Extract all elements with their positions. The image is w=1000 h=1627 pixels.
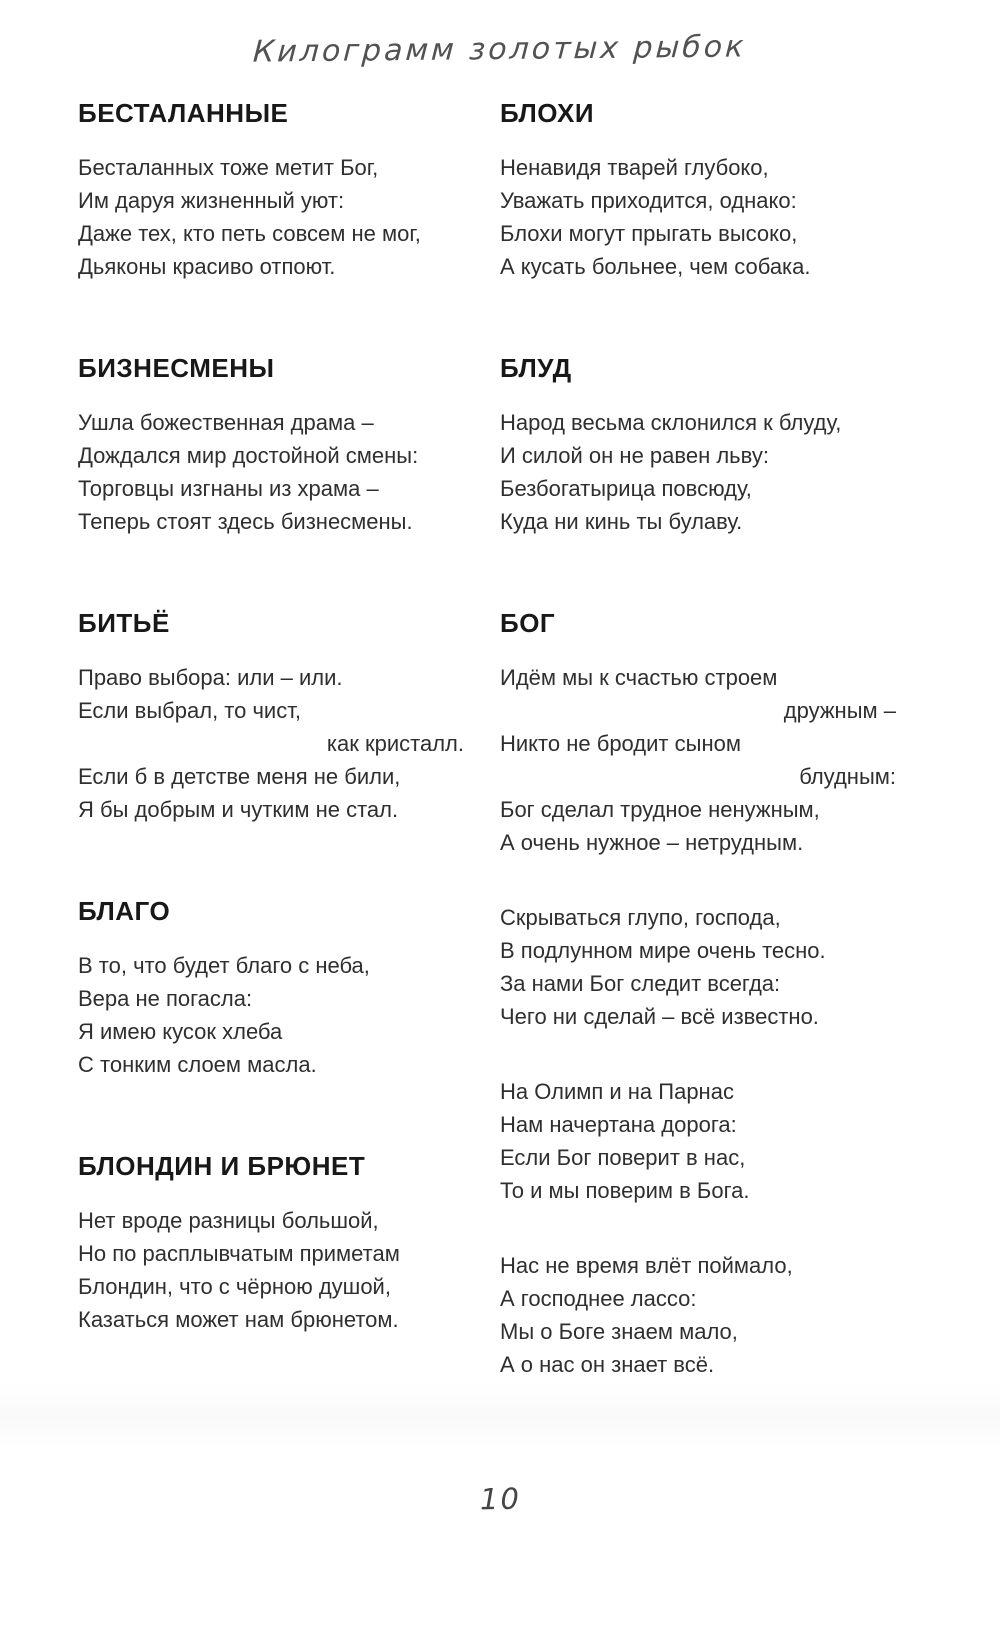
poem-line: Ненавидя тварей глубоко,: [500, 155, 769, 180]
poem-line: В подлунном мире очень тесно.: [500, 938, 826, 963]
poem-stanza: [78, 949, 468, 1081]
poem-line: Казаться может нам брюнетом.: [78, 1307, 399, 1332]
poem-title: БЛАГО: [78, 896, 171, 926]
poem-line: блудным:: [799, 764, 896, 789]
poem-title: БЛОНДИН И БРЮНЕТ: [78, 1151, 366, 1181]
poem-stanza: [78, 406, 468, 538]
poem-line: Блохи могут прыгать высоко,: [500, 221, 798, 246]
poem-title: БЛУД: [500, 353, 572, 383]
poem-line: Я имею кусок хлеба: [78, 1019, 283, 1044]
poem-stanza: [78, 151, 468, 283]
poem-line: Куда ни кинь ты булаву.: [500, 509, 743, 534]
poem-stanza: [500, 406, 900, 538]
poem-line: Бог сделал трудное ненужным,: [500, 797, 820, 822]
poem: [78, 355, 468, 538]
poem-line: Мы о Боге знаем мало,: [500, 1319, 738, 1344]
poem-line: Скрываться глупо, господа,: [500, 905, 781, 930]
poem-line: Нет вроде разницы большой,: [78, 1208, 379, 1233]
poem-line: Вера не погасла:: [78, 986, 253, 1011]
poem-stanza: [78, 661, 468, 826]
poem-line: Дьяконы красиво отпоют.: [78, 254, 336, 279]
poem-line: Никто не бродит сыном: [500, 731, 741, 756]
poem-line: как кристалл.: [326, 731, 464, 756]
poem-line: Нас не время влёт поймало,: [500, 1253, 793, 1278]
poem: [78, 1153, 468, 1336]
poem-line: То и мы поверим в Бога.: [500, 1178, 750, 1203]
poem-line: А господнее лассо:: [500, 1286, 697, 1311]
poem: [78, 100, 468, 283]
poems-column-left: [78, 100, 468, 1408]
poem-line: Торговцы изгнаны из храма –: [78, 476, 379, 501]
poem-line: Если б в детстве меня не били,: [78, 764, 401, 789]
poem-line: Безбогатырица повсюду,: [500, 476, 752, 501]
poem-line: Если выбрал, то чист,: [78, 698, 301, 723]
poem-line: Нам начертана дорога:: [500, 1112, 737, 1137]
poem-line: С тонким слоем масла.: [78, 1052, 317, 1077]
poem-line: А очень нужное – нетрудным.: [500, 830, 804, 855]
running-head: [0, 0, 1000, 70]
poem-line: Идём мы к счастью строем: [500, 665, 778, 690]
poem-line: И силой он не равен льву:: [500, 443, 769, 468]
poem-stanza: [500, 661, 900, 859]
poem-line: Дождался мир достойной смены:: [78, 443, 419, 468]
poem-title: БЕСТАЛАННЫЕ: [78, 98, 289, 128]
poem: [500, 610, 900, 1381]
poem-line: На Олимп и на Парнас: [500, 1079, 734, 1104]
poem-line: Право выбора: или – или.: [78, 665, 343, 690]
poem-stanza: [500, 1075, 900, 1207]
poem-title: БИЗНЕСМЕНЫ: [78, 353, 275, 383]
poem: [500, 355, 900, 538]
poem-stanza: [500, 1249, 900, 1381]
poem-line: Но по расплывчатым приметам: [78, 1241, 400, 1266]
poem-line: дружным –: [783, 698, 896, 723]
poem-line: Чего ни сделай – всё известно.: [500, 1004, 819, 1029]
poem-line: Ушла божественная драма –: [78, 410, 374, 435]
poem: [78, 610, 468, 826]
poem-line: Теперь стоят здесь бизнесмены.: [78, 509, 413, 534]
poems-column-right: [500, 100, 900, 1453]
poem-line: В то, что будет благо с неба,: [78, 953, 370, 978]
poem-line: Уважать приходится, однако:: [500, 188, 797, 213]
poem-line: Бесталанных тоже метит Бог,: [78, 155, 379, 180]
poem-line: Если Бог поверит в нас,: [500, 1145, 746, 1170]
poem-title: БОГ: [500, 608, 556, 638]
poem-title: БИТЬЁ: [78, 608, 170, 638]
poem: [78, 898, 468, 1081]
poem-stanza: [500, 901, 900, 1033]
poem-line: Даже тех, кто петь совсем не мог,: [78, 221, 421, 246]
book-title-handwritten: Килограмм золотых рыбок: [252, 29, 748, 70]
poems-layout: [78, 100, 1000, 1453]
poem-stanza: [78, 1204, 468, 1336]
page-number: 10: [479, 1481, 521, 1517]
poem-line: Блондин, что с чёрною душой,: [78, 1274, 391, 1299]
page-footer: [0, 1482, 1000, 1516]
poem-line: За нами Бог следит всегда:: [500, 971, 781, 996]
poem-title: БЛОХИ: [500, 98, 595, 128]
poem-line: А о нас он знает всё.: [500, 1352, 715, 1377]
poem-line: А кусать больнее, чем собака.: [500, 254, 811, 279]
poem-line: Я бы добрым и чутким не стал.: [78, 797, 399, 822]
poem: [500, 100, 900, 283]
poem-stanza: [500, 151, 900, 283]
poem-line: Им даруя жизненный уют:: [78, 188, 345, 213]
poem-line: Народ весьма склонился к блуду,: [500, 410, 842, 435]
